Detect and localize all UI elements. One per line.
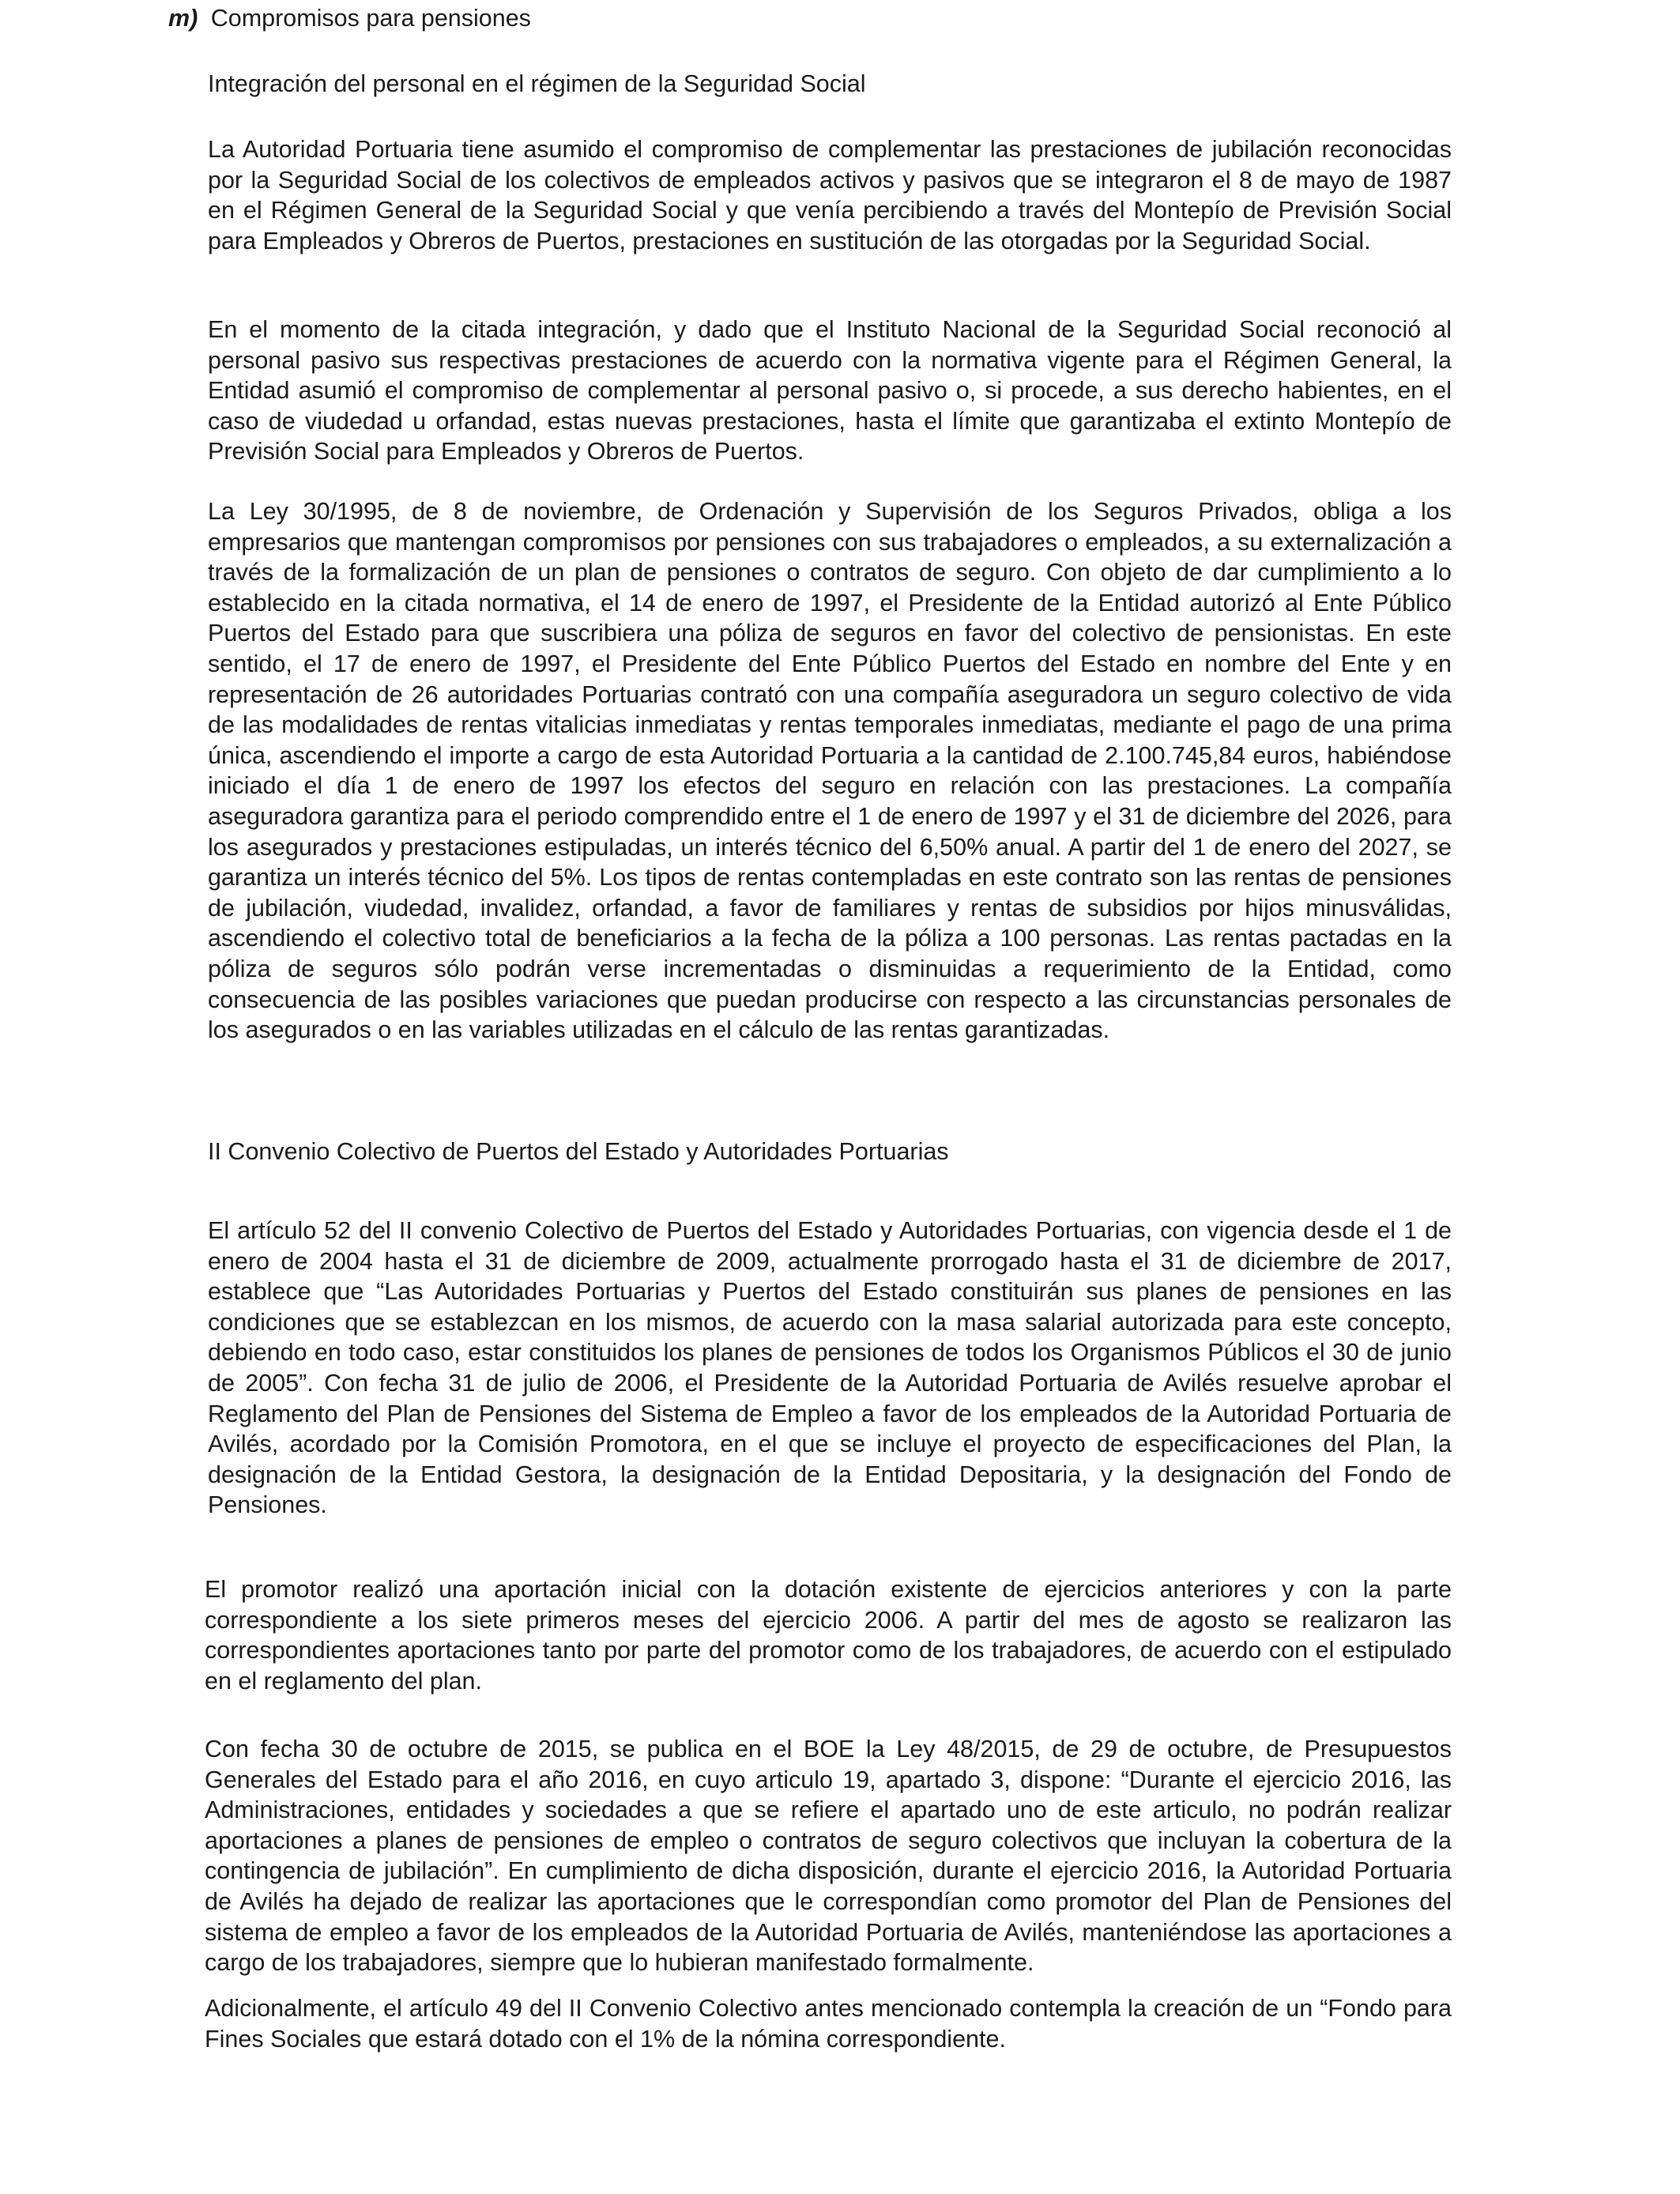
paragraph-2: En el momento de la citada integración, y dado que el Instituto Nacional de la Seguridad Social reconoció al personal pasivo sus respectivas prestaciones de acuerdo con la normativa vigente para el Régimen General, la Entidad asumió el compromiso de complementar al personal pasivo o, si procede, a sus derecho habientes, en el caso de viudedad u orfandad, estas nuevas prestaciones, hasta el límite que garantizaba el extinto Montepío de Previsión Social para Empleados y Obreros de Puertos. (208, 316, 1452, 466)
section-heading (168, 3, 531, 34)
paragraph-3: La Ley 30/1995, de 8 de noviembre, de Ordenación y Supervisión de los Seguros Privados, obliga a los empresarios que mantengan compromisos por pensiones con sus trabajadores o empleados, a su externalización a través de la formalización de un plan de pensiones o contratos de seguro. Con objeto de dar cumplimiento a lo establecido en la citada normativa, el 14 de enero de 1997, el Presidente de la Entidad autorizó al Ente Público Puertos del Estado para que suscribiera una póliza de seguros en favor del colectivo de pensionistas. En este sentido, el 17 de enero de 1997, el Presidente del Ente Público Puertos del Estado en nombre del Ente y en representación de 26 autoridades Portuarias contrató con una compañía aseguradora un seguro colectivo de vida de las modalidades de rentas vitalicias inmediatas y rentas temporales inmediatas, mediante el pago de una prima única, ascendiendo el importe a cargo de esta Autoridad Portuaria a la cantidad de 2.100.745,84 euros, habiéndose iniciado el día 1 de enero de 1997 los efectos del seguro en relación con las prestaciones. La compañía aseguradora garantiza para el periodo comprendido entre el 1 de enero de 1997 y el 31 de diciembre del 2026, para los asegurados y prestaciones estipuladas, un interés técnico del 6,50% anual. A partir del 1 de enero del 2027, se garantiza un interés técnico del 5%. Los tipos de rentas contempladas en este contrato son las rentas de pensiones de jubilación, viudedad, invalidez, orfandad, a favor de familiares y rentas de subsidios por hijos minusválidas, ascendiendo el colectivo total de beneficiarios a la fecha de la póliza a 100 personas. Las rentas pactadas en la póliza de seguros sólo podrán verse incrementadas o disminuidas a requerimiento de la Entidad, como consecuencia de las posibles variaciones que puedan producirse con respecto a las circunstancias personales de los asegurados o en las variables utilizadas en el cálculo de las rentas garantizadas. (208, 498, 1452, 1044)
paragraph-6: Con fecha 30 de octubre de 2015, se publica en el BOE la Ley 48/2015, de 29 de octubre, de Presupuestos Generales del Estado para el año 2016, en cuyo articulo 19, apartado 3, dispone: “Durante el ejercicio 2016, las Administraciones, entidades y sociedades a que se refiere el apartado uno de este articulo, no podrán realizar aportaciones a planes de pensiones de empleo o contratos de seguro colectivos que incluyan la cobertura de la contingencia de jubilación”. En cumplimiento de dicha disposición, durante el ejercicio 2016, la Autoridad Portuaria de Avilés ha dejado de realizar las aportaciones que le correspondían como promotor del Plan de Pensiones del sistema de empleo a favor de los empleados de la Autoridad Portuaria de Avilés, manteniéndose las aportaciones a cargo de los trabajadores, siempre que lo hubieran manifestado formalmente. (205, 1736, 1452, 1977)
paragraph-7: Adicionalmente, el artículo 49 del II Convenio Colectivo antes mencionado contempla la creación de un “Fondo para Fines Sociales que estará dotado con el 1% de la nómina correspondiente. (205, 1995, 1452, 2053)
section-title: Compromisos para pensiones (210, 5, 531, 32)
paragraph-1: La Autoridad Portuaria tiene asumido el compromiso de complementar las prestaciones de jubilación reconocidas por la Seguridad Social de los colectivos de empleados activos y pasivos que se integraron el 8 de mayo de 1987 en el Régimen General de la Seguridad Social y que venía percibiendo a través del Montepío de Previsión Social para Empleados y Obreros de Puertos, prestaciones en sustitución de las otorgadas por la Seguridad Social. (208, 136, 1452, 254)
subtitle-integracion: Integración del personal en el régimen de la Seguridad Social (208, 70, 866, 97)
subtitle-convenio: II Convenio Colectivo de Puertos del Estado y Autoridades Portuarias (208, 1138, 949, 1165)
paragraph-5: El promotor realizó una aportación inicial con la dotación existente de ejercicios anteriores y con la parte correspondiente a los siete primeros meses del ejercicio 2006. A partir del mes de agosto se realizaron las correspondientes aportaciones tanto por parte del promotor como de los trabajadores, de acuerdo con el estipulado en el reglamento del plan. (205, 1576, 1452, 1695)
paragraph-4: El artículo 52 del II convenio Colectivo de Puertos del Estado y Autoridades Portuarias, con vigencia desde el 1 de enero de 2004 hasta el 31 de diciembre de 2009, actualmente prorrogado hasta el 31 de diciembre de 2017, establece que “Las Autoridades Portuarias y Puertos del Estado constituirán sus planes de pensiones en las condiciones que se establezcan en los mismos, de acuerdo con la masa salarial autorizada para este concepto, debiendo en todo caso, estar constituidos los planes de pensiones de todos los Organismos Públicos el 30 de junio de 2005”. Con fecha 31 de julio de 2006, el Presidente de la Autoridad Portuaria de Avilés resuelve aprobar el Reglamento del Plan de Pensiones del Sistema de Empleo a favor de los empleados de la Autoridad Portuaria de Avilés, acordado por la Comisión Promotora, en el que se incluye el proyecto de especificaciones del Plan, la designación de la Entidad Gestora, la designación de la Entidad Depositaria, y la designación del Fondo de Pensiones. (208, 1217, 1452, 1519)
section-marker: m) (168, 5, 198, 32)
